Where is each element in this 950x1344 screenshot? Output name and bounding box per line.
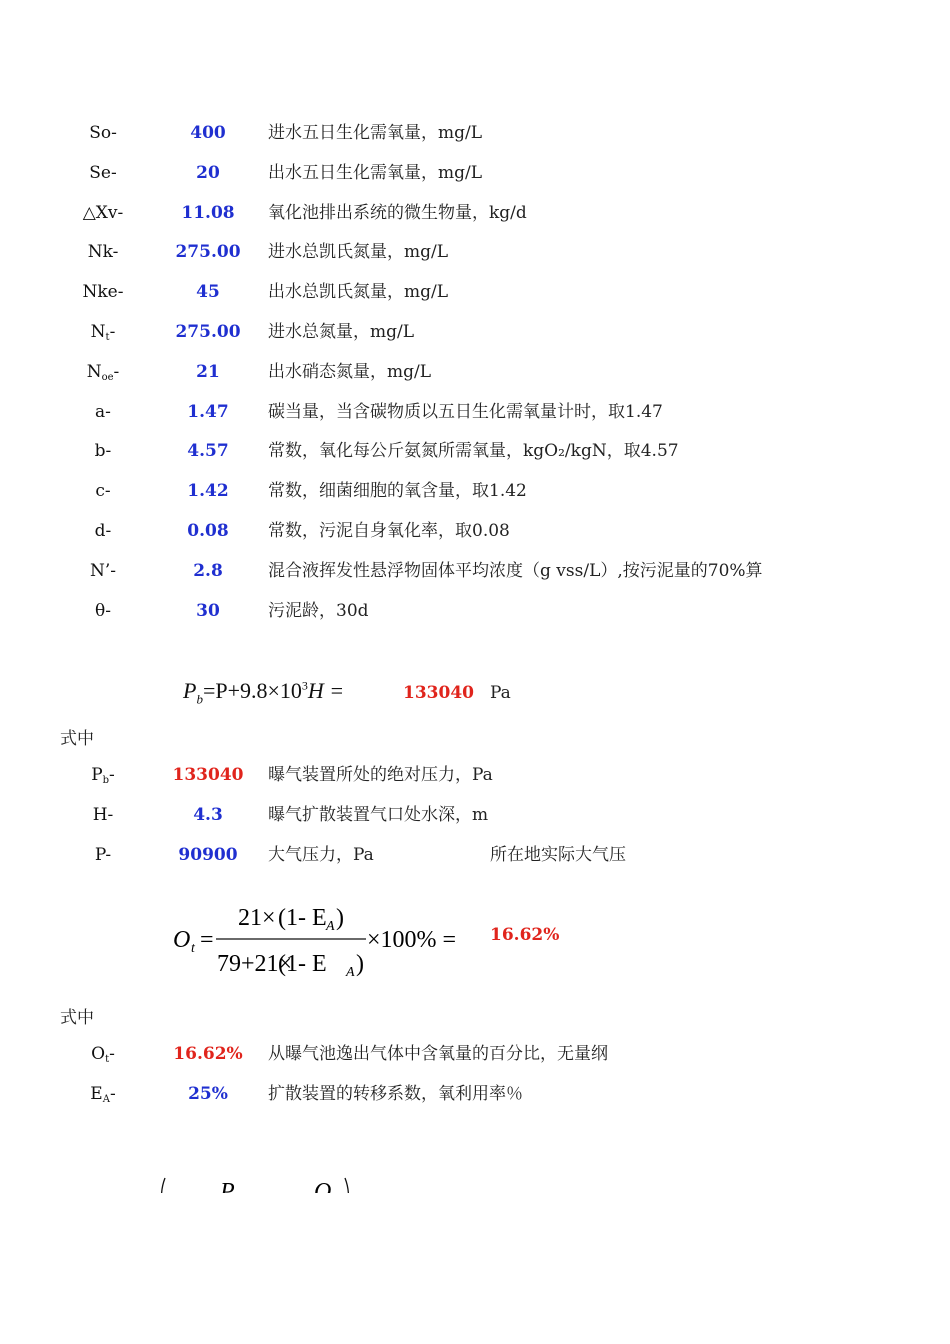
parameter-symbol: c- <box>95 481 111 502</box>
parameter-description: 出水五日生化需氧量，mg/L <box>268 162 483 183</box>
formula2-lhs: O <box>173 927 191 953</box>
parameter-symbol <box>62 1074 144 1117</box>
parameter-symbol: △Xv- <box>82 202 124 223</box>
parameter-symbol: b- <box>94 441 112 462</box>
parameter-symbol: So- <box>89 123 117 143</box>
formula2-num-b: (1- E <box>278 905 327 931</box>
formula2-lhs-sub: t <box>191 941 195 956</box>
parameter-value: 400 <box>190 123 226 143</box>
parameter-value: 21 <box>196 361 220 382</box>
formula-rhs: =P+9.8×10 <box>202 678 302 703</box>
oxygen-parameter-row <box>0 1074 950 1114</box>
parameter-value: 275.00 <box>175 322 241 342</box>
pressure-parameter-row <box>0 835 950 875</box>
parameter-row <box>0 113 950 153</box>
parameter-value: 275.00 <box>175 242 241 263</box>
parameter-row <box>0 272 950 312</box>
parameter-symbol: H- <box>92 804 114 825</box>
parameter-row <box>0 551 950 591</box>
parameter-description: 大气压力，Pa <box>268 844 374 865</box>
parameter-symbol: d- <box>94 521 112 541</box>
formula2-tail: ×100% = <box>367 927 457 953</box>
symbol-main: O <box>91 1044 106 1064</box>
parameter-symbol: θ- <box>95 600 111 621</box>
parameter-symbol: Se- <box>89 162 117 183</box>
formula-lhs: P <box>183 678 197 703</box>
symbol-main: E <box>90 1083 103 1104</box>
parameter-value: 1.47 <box>187 401 229 422</box>
parameter-description: 常数，污泥自身氧化率，取0.08 <box>268 521 510 541</box>
parameter-row <box>0 471 950 511</box>
symbol-dash: - <box>113 361 120 382</box>
symbol-subscript: t <box>105 1054 110 1065</box>
parameter-value: 30 <box>196 600 220 621</box>
parameter-symbol: N’- <box>89 560 117 581</box>
parameter-description: 进水总氮量，mg/L <box>268 322 415 342</box>
symbol-dash: - <box>109 322 116 342</box>
pressure-parameter-row <box>0 755 950 795</box>
parameter-value: 2.8 <box>193 560 223 581</box>
parameter-symbol <box>62 755 144 798</box>
formula-pressure <box>183 678 344 707</box>
symbol-main: P <box>91 765 103 785</box>
formula2-num-a: 21× <box>238 905 276 931</box>
symbol-dash: - <box>109 765 115 785</box>
parameter-description: 常数，细菌细胞的氧含量，取1.42 <box>268 481 527 502</box>
pressure-parameter-row <box>0 795 950 835</box>
formula3-p-sub: b <box>235 1192 242 1207</box>
parameter-row <box>0 153 950 193</box>
parameter-description: 污泥龄，30d <box>268 600 369 621</box>
parameter-description: 从曝气池逸出气体中含氧量的百分比，无量纲 <box>268 1044 608 1064</box>
formula-oxygen-fraction <box>170 895 470 985</box>
parameter-symbol <box>62 1034 144 1077</box>
parameter-symbol: Nk- <box>87 242 119 263</box>
symbol-subscript: b <box>102 775 110 786</box>
formula1-result: 133040 <box>403 683 474 703</box>
formula2-den-c: ) <box>356 951 364 977</box>
where-label-2: 式中 <box>60 1008 94 1028</box>
formula2-den-a: 79+21× <box>217 951 293 977</box>
parameter-value: 11.08 <box>181 202 235 223</box>
symbol-subscript: oe <box>101 371 114 383</box>
symbol-dash: - <box>109 1044 115 1064</box>
parameter-description: 氧化池排出系统的微生物量，kg/d <box>268 202 527 223</box>
formula2-num-sub: A <box>326 919 335 934</box>
formula3-partial <box>150 1168 370 1207</box>
parameter-row <box>0 232 950 272</box>
formula1-unit: Pa <box>490 683 511 703</box>
parameter-description: 常数，氧化每公斤氨氮所需氧量，kgO₂/kgN，取4.57 <box>268 441 679 462</box>
parameter-row <box>0 193 950 233</box>
formula-tail: H = <box>307 678 345 703</box>
parameter-value: 20 <box>196 162 220 183</box>
where-label-1: 式中 <box>60 729 94 749</box>
parameter-description: 曝气扩散装置气口处水深，m <box>268 804 489 825</box>
parameter-value: 1.42 <box>187 481 229 502</box>
parameter-description: 进水总凯氏氮量，mg/L <box>268 242 449 263</box>
oxygen-parameter-row <box>0 1034 950 1074</box>
parameter-value: 4.57 <box>187 441 229 462</box>
parameter-description: 出水总凯氏氮量，mg/L <box>268 282 449 303</box>
parameter-symbol: Nke- <box>82 282 124 303</box>
formula2-eq: = <box>200 927 214 953</box>
parameter-symbol <box>62 312 144 355</box>
parameter-value: 16.62% <box>173 1044 243 1064</box>
formula2-den-sub: A <box>346 965 355 980</box>
formula-exponent: 3 <box>301 678 308 693</box>
formula3-o-sub: t <box>331 1192 335 1207</box>
parameter-row <box>0 352 950 392</box>
formula3-o: O <box>314 1179 332 1205</box>
parameter-description: 进水五日生化需氧量，mg/L <box>268 123 483 143</box>
parameter-row <box>0 392 950 432</box>
parameter-value: 133040 <box>172 765 244 785</box>
parameter-value: 90900 <box>178 844 238 865</box>
left-paren <box>162 1178 166 1193</box>
parameter-description: 出水硝态氮量，mg/L <box>268 361 432 382</box>
parameter-row <box>0 511 950 551</box>
parameter-description: 混合液挥发性悬浮物固体平均浓度（g vss/L）,按污泥量的70%算 <box>268 560 763 581</box>
symbol-main: N <box>86 361 102 382</box>
symbol-subscript: A <box>102 1093 110 1105</box>
parameter-value: 25% <box>188 1083 228 1104</box>
formula2-result: 16.62% <box>490 925 560 945</box>
symbol-subscript: t <box>105 332 110 343</box>
symbol-dash: - <box>109 1083 116 1104</box>
parameter-note: 所在地实际大气压 <box>490 844 626 865</box>
formula2-den-b: (1- E <box>278 951 327 977</box>
parameter-value: 45 <box>196 282 220 303</box>
parameter-description: 碳当量，当含碳物质以五日生化需氧量计时，取1.47 <box>268 401 663 422</box>
parameter-row <box>0 431 950 471</box>
formula2-num-c: ) <box>336 905 344 931</box>
parameter-value: 4.3 <box>193 804 223 825</box>
parameter-symbol: a- <box>95 401 111 422</box>
parameter-description: 曝气装置所处的绝对压力，Pa <box>268 765 493 785</box>
right-paren <box>345 1178 349 1193</box>
symbol-main: N <box>90 322 106 342</box>
parameter-symbol: P- <box>94 844 112 865</box>
parameter-value: 0.08 <box>187 521 229 541</box>
parameter-row <box>0 591 950 631</box>
parameter-row <box>0 312 950 352</box>
parameter-symbol <box>62 352 144 395</box>
formula-lhs-sub: b <box>196 691 203 707</box>
parameter-description: 扩散装置的转移系数，氧利用率％ <box>268 1083 523 1104</box>
formula3-p: P <box>220 1179 235 1205</box>
